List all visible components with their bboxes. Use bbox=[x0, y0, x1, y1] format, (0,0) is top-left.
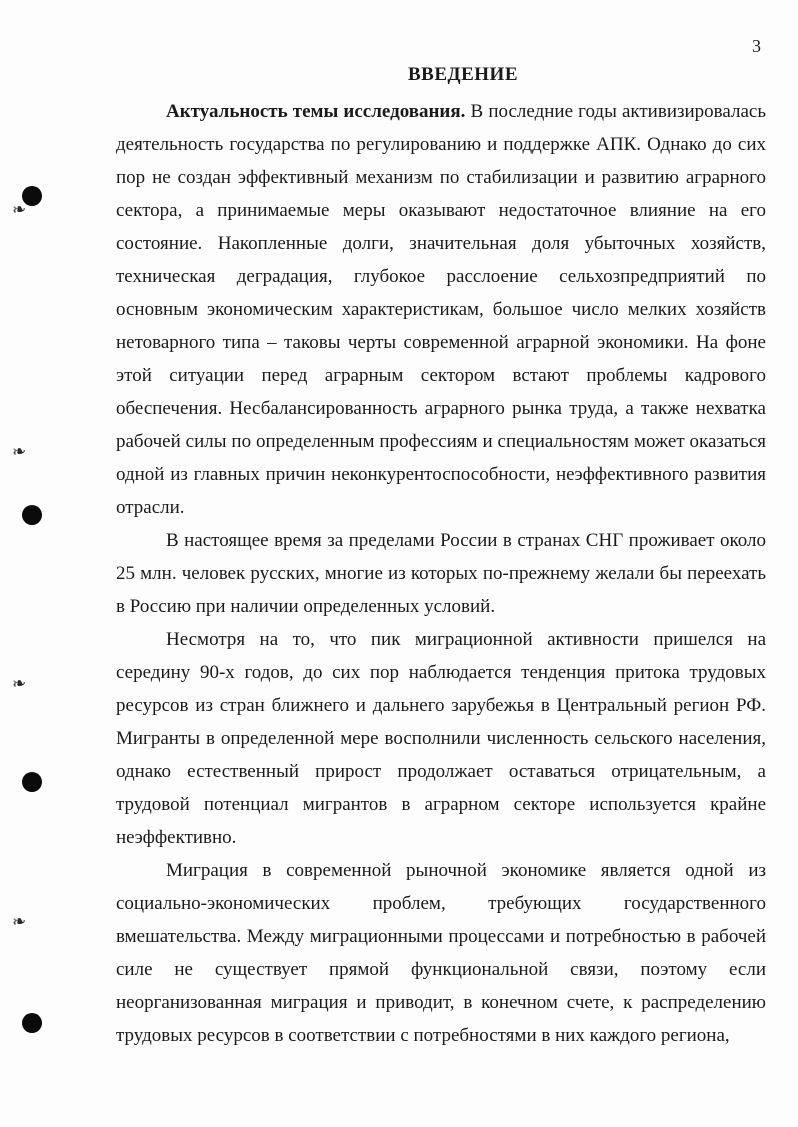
paragraph-4: Миграция в современной рыночной экономике является одной из социально-экономических проблем, требующих государственного вмешательства. Между миграционными процессами и потребностью в рабочей силе не существует прямой функциональной связи, поэтому если неорганизованная миграция и приводит, в конечном счете, к распределению трудовых ресурсов в соответствии с потребностями в них каждого региона, bbox=[116, 860, 766, 1046]
punch-hole-icon bbox=[22, 1013, 42, 1033]
paragraph-lead: Актуальность темы исследования. bbox=[166, 101, 466, 122]
scan-mark-icon: ❧ bbox=[10, 441, 28, 462]
punch-hole-icon bbox=[22, 505, 42, 525]
scan-mark-icon: ❧ bbox=[10, 199, 28, 220]
scan-mark-icon: ❧ bbox=[10, 911, 28, 932]
scan-mark-icon: ❧ bbox=[10, 673, 28, 694]
page-number: 3 bbox=[752, 36, 761, 56]
page-title: ВВЕДЕНИЕ bbox=[408, 64, 518, 85]
punch-hole-icon bbox=[22, 772, 42, 792]
document-body bbox=[116, 95, 766, 1052]
paragraph-text: В последние годы активизировалась деятельность государства по регулированию и поддержке АПК. Однако до сих пор не создан эффективный механизм по стабилизации и развитию аграрного сектора, а принимаемые меры оказывают недостаточное влияние на его состояние. Накопленные долги, значительная доля убыточных хозяйств, техническая деградация, глубокое расслоение сельхозпредприятий по основным экономическим характеристикам, большое число мелких хозяйств нетоварного типа – таковы черты современной аграрной экономики. На фоне этой ситуации перед аграрным сектором встают проблемы кадрового обеспечения. Несбалансированность аграрного рынка труда, а также нехватка рабочей силы по определенным профессиям и специальностям может оказаться одной из главных причин неконкурентоспособности, неэффективного развития отрасли. bbox=[116, 101, 766, 518]
paragraph-1 bbox=[116, 95, 766, 524]
paragraph-2: В настоящее время за пределами России в странах СНГ проживает около 25 млн. человек русских, многие из которых по-прежнему желали бы переехать в Россию при наличии определенных условий. bbox=[116, 530, 766, 617]
paragraph-3: Несмотря на то, что пик миграционной активности пришелся на середину 90-х годов, до сих пор наблюдается тенденция притока трудовых ресурсов из стран ближнего и дальнего зарубежья в Центральный регион РФ. Мигранты в определенной мере восполнили численность сельского населения, однако естественный прирост продолжает оставаться отрицательным, а трудовой потенциал мигрантов в аграрном секторе используется крайне неэффективно. bbox=[116, 629, 766, 848]
